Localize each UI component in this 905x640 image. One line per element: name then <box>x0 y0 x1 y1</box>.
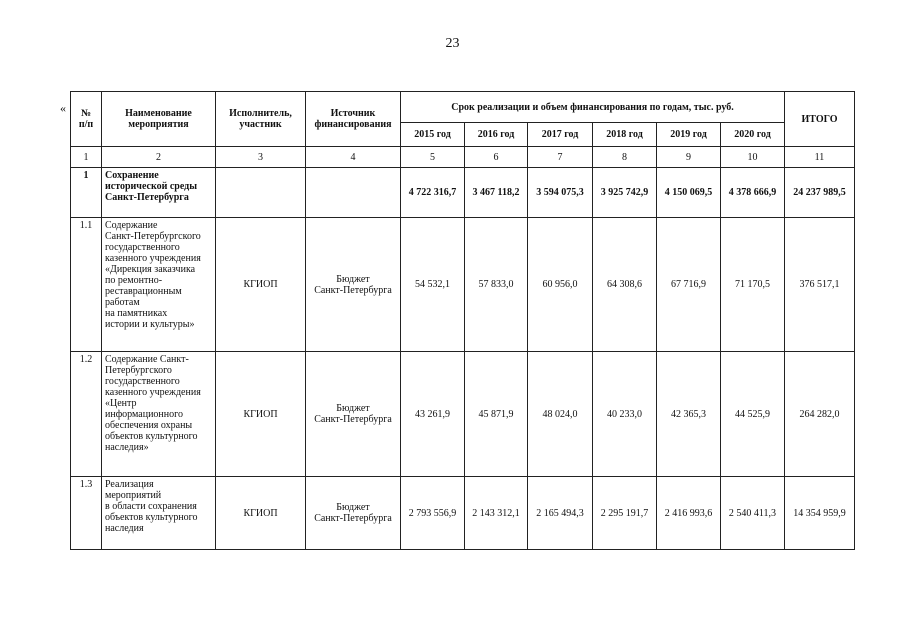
header-year: 2017 год <box>528 123 593 147</box>
row-value: 60 956,0 <box>528 218 593 352</box>
row-value: 43 261,9 <box>401 352 465 477</box>
row-total: 264 282,0 <box>785 352 855 477</box>
header-period-group: Срок реализации и объем финансирования по годам, тыс. руб. <box>401 92 785 123</box>
row-source <box>306 168 401 218</box>
column-number: 6 <box>465 147 528 168</box>
row-value: 71 170,5 <box>721 218 785 352</box>
row-executor: КГИОП <box>216 477 306 550</box>
row-value: 42 365,3 <box>657 352 721 477</box>
row-source: Бюджет Санкт-Петербурга <box>306 352 401 477</box>
row-value: 67 716,9 <box>657 218 721 352</box>
row-value: 54 532,1 <box>401 218 465 352</box>
header-executor: Исполнитель, участник <box>216 92 306 147</box>
header-name: Наименование мероприятия <box>102 92 216 147</box>
table-row <box>71 352 855 477</box>
row-num: 1 <box>71 168 102 218</box>
row-value: 3 925 742,9 <box>593 168 657 218</box>
column-numbers-row <box>71 147 855 168</box>
column-number: 10 <box>721 147 785 168</box>
table-row <box>71 218 855 352</box>
header-year: 2016 год <box>465 123 528 147</box>
table-row <box>71 168 855 218</box>
column-number: 3 <box>216 147 306 168</box>
header-total: ИТОГО <box>785 92 855 147</box>
row-value: 57 833,0 <box>465 218 528 352</box>
row-value: 4 378 666,9 <box>721 168 785 218</box>
row-executor <box>216 168 306 218</box>
row-name: Содержание Санкт-Петербургского государственного казенного учреждения «Дирекция заказчика по ремонтно- реставрационным работам на памятниках истории и культуры» <box>102 218 216 352</box>
row-source: Бюджет Санкт-Петербурга <box>306 477 401 550</box>
row-value: 40 233,0 <box>593 352 657 477</box>
header-year: 2020 год <box>721 123 785 147</box>
row-value: 44 525,9 <box>721 352 785 477</box>
row-value: 45 871,9 <box>465 352 528 477</box>
opening-quote-mark: « <box>60 101 66 115</box>
row-name: Реализация мероприятий в области сохранения объектов культурного наследия <box>102 477 216 550</box>
row-value: 3 594 075,3 <box>528 168 593 218</box>
header-source: Источник финансирования <box>306 92 401 147</box>
column-number: 2 <box>102 147 216 168</box>
row-total: 24 237 989,5 <box>785 168 855 218</box>
column-number: 1 <box>71 147 102 168</box>
row-total: 376 517,1 <box>785 218 855 352</box>
row-value: 2 540 411,3 <box>721 477 785 550</box>
row-num: 1.3 <box>71 477 102 550</box>
row-name: Содержание Санкт- Петербургского государственного казенного учреждения «Центр информационного обеспечения охраны объектов культурного наследия» <box>102 352 216 477</box>
row-value: 4 150 069,5 <box>657 168 721 218</box>
column-number: 7 <box>528 147 593 168</box>
row-value: 48 024,0 <box>528 352 593 477</box>
row-value: 64 308,6 <box>593 218 657 352</box>
column-number: 8 <box>593 147 657 168</box>
column-number: 5 <box>401 147 465 168</box>
row-executor: КГИОП <box>216 352 306 477</box>
financing-table <box>70 91 855 550</box>
header-year: 2018 год <box>593 123 657 147</box>
header-num: № п/п <box>71 92 102 147</box>
row-executor: КГИОП <box>216 218 306 352</box>
row-value: 2 165 494,3 <box>528 477 593 550</box>
row-value: 2 143 312,1 <box>465 477 528 550</box>
row-value: 2 416 993,6 <box>657 477 721 550</box>
row-total: 14 354 959,9 <box>785 477 855 550</box>
row-value: 2 295 191,7 <box>593 477 657 550</box>
page-number: 23 <box>445 36 460 51</box>
row-name: Сохранение исторической среды Санкт-Петербурга <box>102 168 216 218</box>
column-number: 4 <box>306 147 401 168</box>
table-header-row <box>71 92 855 123</box>
row-value: 4 722 316,7 <box>401 168 465 218</box>
row-value: 3 467 118,2 <box>465 168 528 218</box>
row-num: 1.1 <box>71 218 102 352</box>
row-num: 1.2 <box>71 352 102 477</box>
column-number: 11 <box>785 147 855 168</box>
table-row <box>71 477 855 550</box>
header-year: 2015 год <box>401 123 465 147</box>
row-value: 2 793 556,9 <box>401 477 465 550</box>
column-number: 9 <box>657 147 721 168</box>
row-source: Бюджет Санкт-Петербурга <box>306 218 401 352</box>
header-year: 2019 год <box>657 123 721 147</box>
